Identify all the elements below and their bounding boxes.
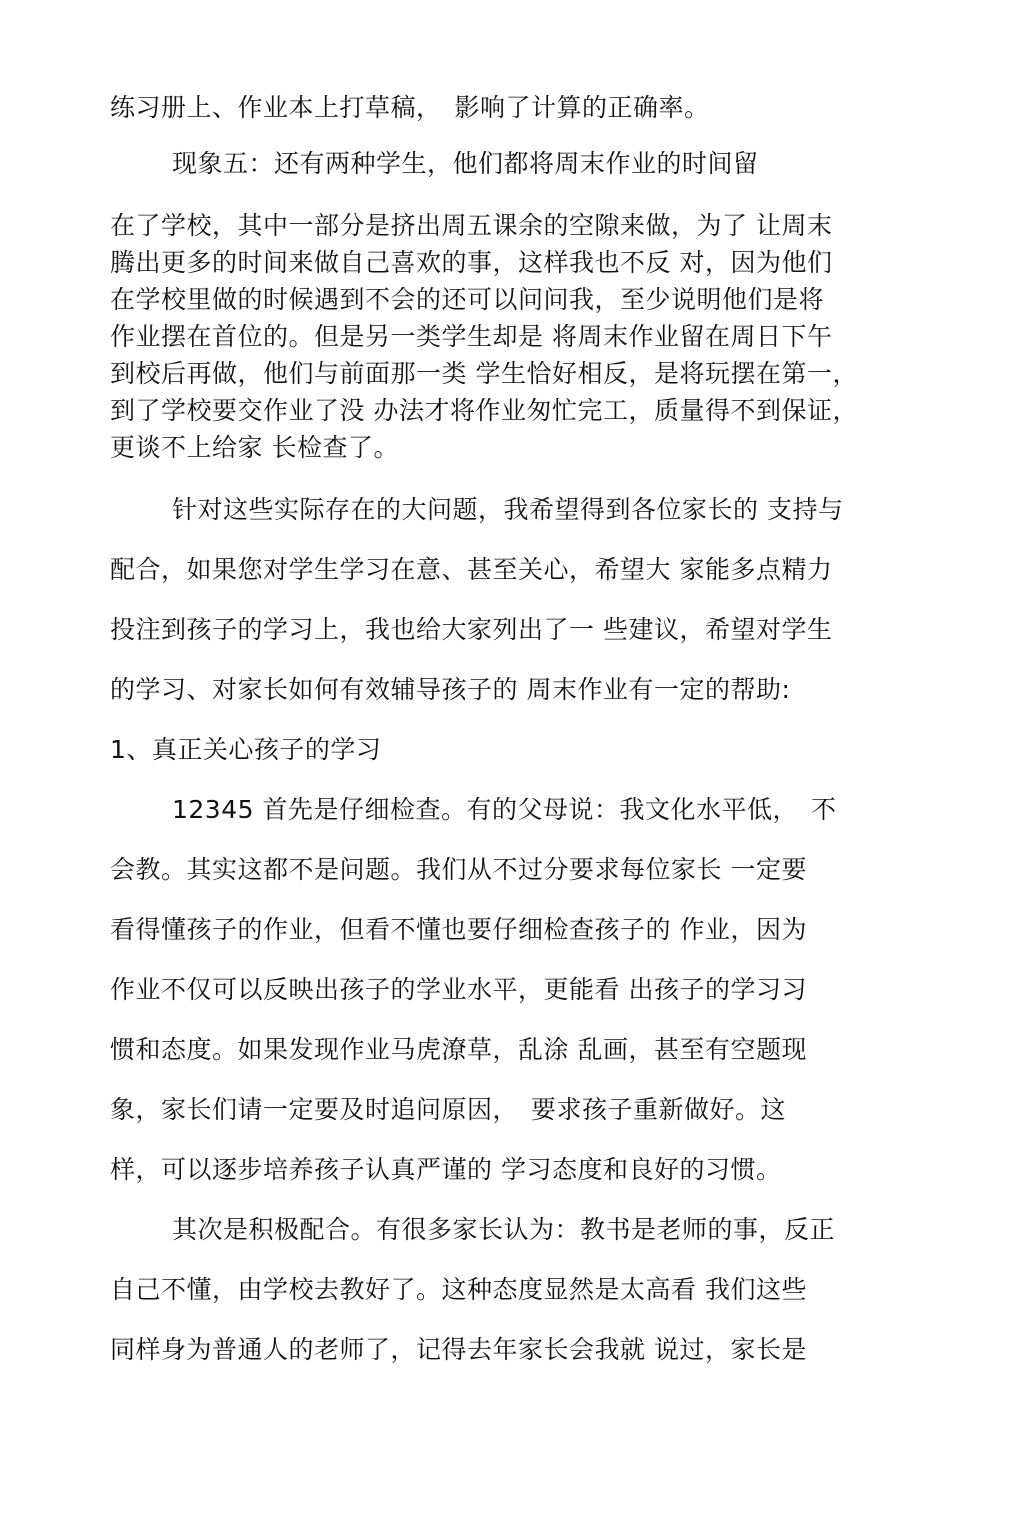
text-line-18: 作业不仅可以反映出孩子的学业水平，更能看 出孩子的学习习 bbox=[110, 975, 807, 1004]
text-line-1: 练习册上、作业本上打草稿， 影响了计算的正确率。 bbox=[110, 93, 710, 122]
text-line-3: 在了学校，其中一部分是挤出周五课余的空隙来做，为了 让周末 bbox=[110, 211, 833, 240]
text-line-16: 会教。其实这都不是问题。我们从不过分要求每位家长 一定要 bbox=[110, 855, 807, 884]
text-line-7: 到校后再做，他们与前面那一类 学生恰好相反，是将玩摆在第一， bbox=[110, 359, 858, 388]
text-line-2: 现象五：还有两种学生，他们都将周末作业的时间留 bbox=[172, 149, 759, 178]
text-line-14: 1、真正关心孩子的学习 bbox=[110, 735, 382, 764]
text-line-23: 自己不懂，由学校去教好了。这种态度显然是太高看 我们这些 bbox=[110, 1275, 807, 1304]
text-line-4: 腾出更多的时间来做自己喜欢的事，这样我也不反 对，因为他们 bbox=[110, 248, 833, 277]
text-line-22: 其次是积极配合。有很多家长认为：教书是老师的事，反正 bbox=[172, 1215, 836, 1244]
text-line-19: 惯和态度。如果发现作业马虎潦草，乱涂 乱画，甚至有空题现 bbox=[110, 1035, 807, 1064]
text-line-21: 样，可以逐步培养孩子认真严谨的 学习态度和良好的习惯。 bbox=[110, 1155, 782, 1184]
text-line-5: 在学校里做的时候遇到不会的还可以问问我，至少说明他们是将 bbox=[110, 285, 825, 314]
text-line-10: 针对这些实际存在的大问题，我希望得到各位家长的 支持与 bbox=[172, 495, 844, 524]
text-line-17: 看得懂孩子的作业，但看不懂也要仔细检查孩子的 作业，因为 bbox=[110, 915, 807, 944]
text-line-20: 象，家长们请一定要及时追问原因， 要求孩子重新做好。这 bbox=[110, 1095, 787, 1124]
text-line-24: 同样身为普通人的老师了，记得去年家长会我就 说过，家长是 bbox=[110, 1335, 807, 1364]
text-line-9: 更谈不上给家 长检查了。 bbox=[110, 433, 399, 462]
text-line-13: 的学习、对家长如何有效辅导孩子的 周末作业有一定的帮助: bbox=[110, 675, 791, 704]
text-line-6: 作业摆在首位的。但是另一类学生却是 将周末作业留在周日下午 bbox=[110, 322, 833, 351]
text-line-12: 投注到孩子的学习上，我也给大家列出了一 些建议，希望对学生 bbox=[110, 615, 833, 644]
text-line-8: 到了学校要交作业了没 办法才将作业匆忙完工，质量得不到保证， bbox=[110, 396, 858, 425]
text-line-15: 12345 首先是仔细检查。有的父母说：我文化水平低， 不 bbox=[172, 795, 837, 824]
text-line-11: 配合，如果您对学生学习在意、甚至关心，希望大 家能多点精力 bbox=[110, 555, 833, 584]
